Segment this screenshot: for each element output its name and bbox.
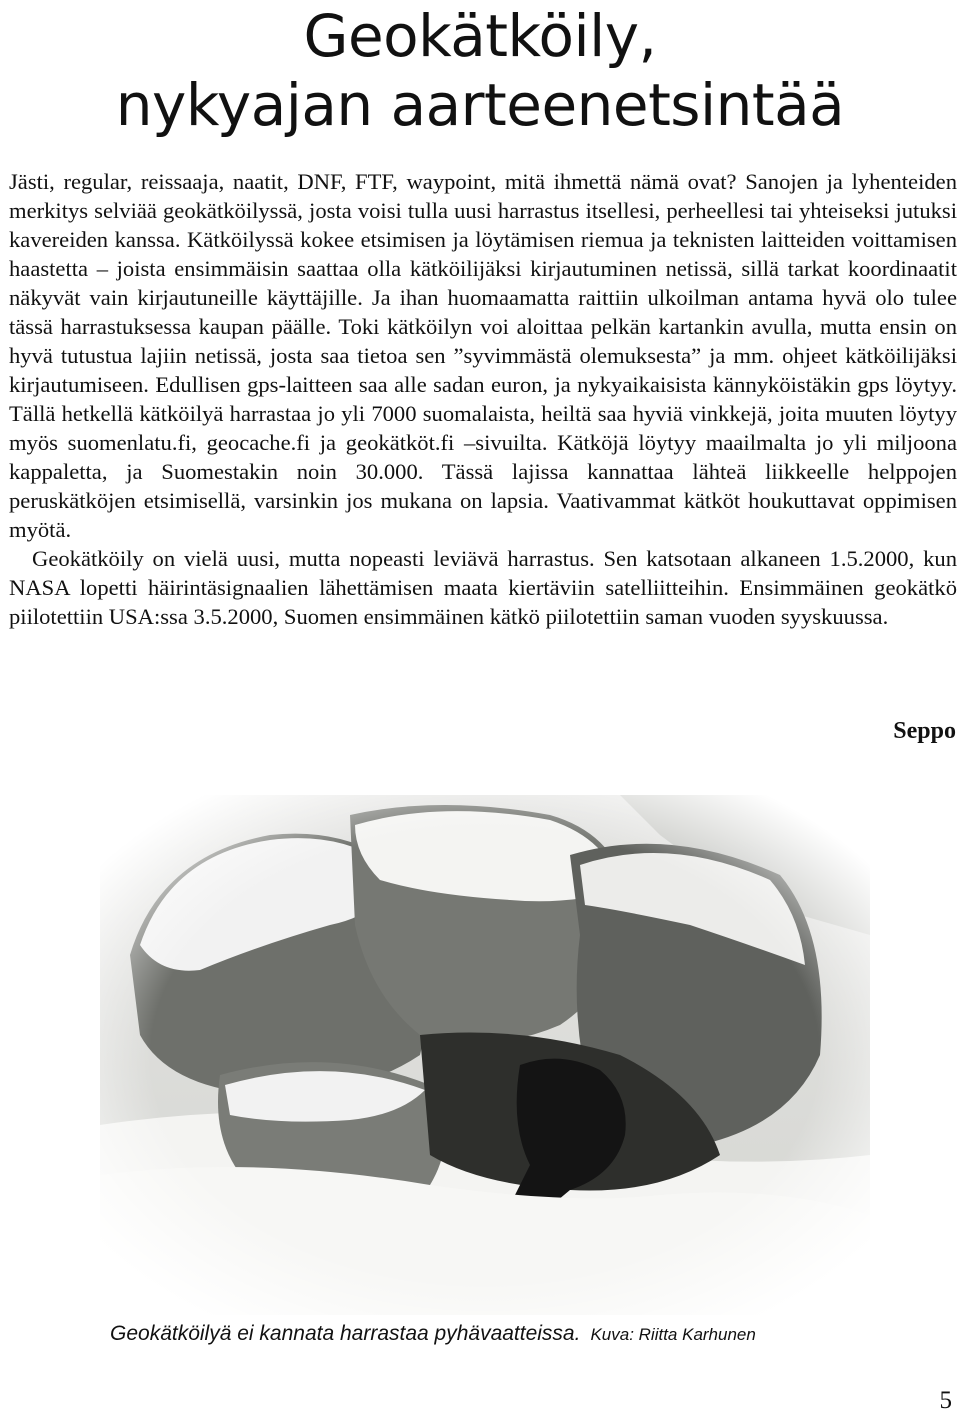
- photo-caption: [110, 1322, 960, 1346]
- article-title: [0, 0, 960, 140]
- article-body: [9, 167, 957, 631]
- photo-credit: Kuva: Riitta Karhunen: [590, 1325, 756, 1344]
- snowy-boulders-photo: [100, 795, 870, 1315]
- article-author: Seppo: [893, 718, 956, 744]
- photo-edge-fade: [100, 795, 870, 1315]
- photo-caption-text: Geokätköilyä ei kannata harrastaa pyhävaatteissa.: [110, 1322, 581, 1345]
- article-title-line-2: nykyajan aarteenetsintää: [115, 71, 845, 139]
- article-paragraph-1: Jästi, regular, reissaaja, naatit, DNF, FTF, waypoint, mitä ihmettä nämä ovat? Sanojen ja lyhenteiden merkitys selviää geokätköilyssä, josta voisi tulla uusi harrastus itsellesi, perheellesi tai yhteiseksi jutuksi kavereiden kanssa. Kätköilyssä kokee etsimisen ja löytämisen riemua ja teknisten laitteiden voittamisen haastetta – joista ensimmäisin saattaa olla kätköilijäksi kirjautuminen netissä, sillä tarkat koordinaatit näkyvät vain kirjautuneille käyttäjille. Ja ihan huomaamatta raittiin ulkoilman antama hyvä olo tulee tässä harrastuksessa kaupan päälle. Toki kätköilyn voi aloittaa pelkän kartankin avulla, mutta ensin on hyvä tutustua lajiin netissä, josta saa tietoa sen ”syvimmästä olemuksesta” ja mm. ohjeet kätköilijäksi kirjautumiseen. Edullisen gps-laitteen saa alle sadan euron, ja nykyaikaisista kännyköistäkin gps löytyy. Tällä hetkellä kätköilyä harrastaa jo yli 7000 suomalaista, heiltä saa hyviä vinkkejä, joita muuten löytyy myös suomenlatu.fi, geocache.fi ja geokätköt.fi –sivuilta. Kätköjä löytyy maailmalta jo yli miljoona kappaletta, ja Suomestakin noin 30.000. Tässä lajissa kannattaa lähteä liikkeelle helppojen peruskätköjen etsimisellä, varsinkin jos mukana on lapsia. Vaativammat kätköt houkuttavat oppimisen myötä.: [9, 169, 957, 542]
- page-number: 5: [939, 1387, 952, 1414]
- article-title-line-1: Geokätköily,: [303, 2, 657, 70]
- article-paragraph-2: Geokätköily on vielä uusi, mutta nopeasti leviävä harrastus. Sen katsotaan alkaneen 1.5.2000, kun NASA lopetti häirintäsignaalien lähettämisen maata kiertäviin satelliitteihin. Ensimmäinen geokätkö piilotettiin USA:ssa 3.5.2000, Suomen ensimmäinen kätkö piilotettiin saman vuoden syyskuussa.: [9, 546, 957, 629]
